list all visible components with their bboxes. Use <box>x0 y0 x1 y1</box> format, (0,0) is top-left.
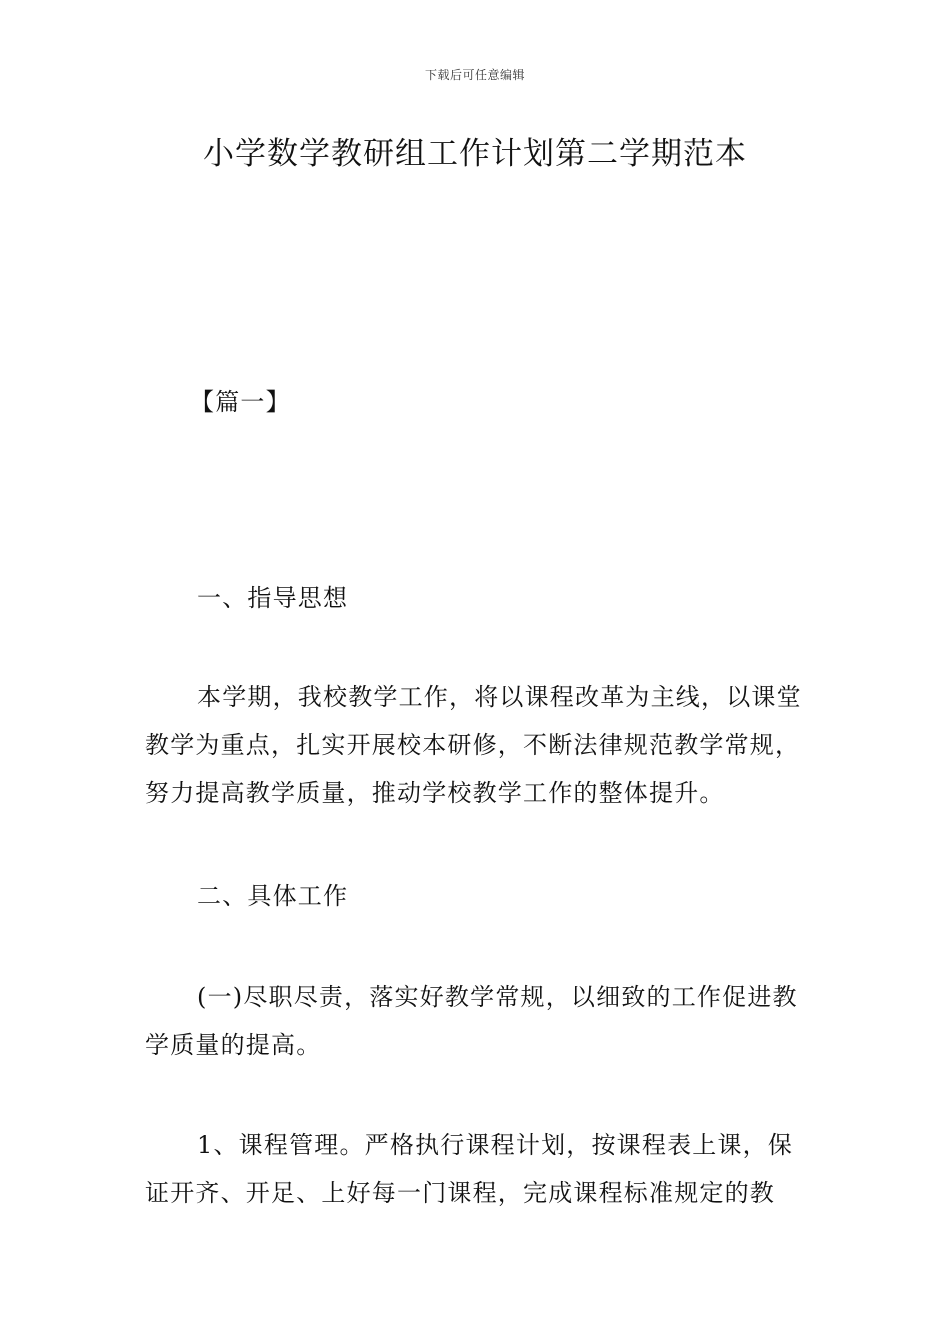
document-title: 小学数学教研组工作计划第二学期范本 <box>203 136 747 172</box>
heading-guiding-ideology: 一、指导思想 <box>197 584 349 612</box>
paragraph-course-management: 1、课程管理。严格执行课程计划，按课程表上课，保证开齐、开足、上好每一门课程，完成课程标准规定的教 <box>145 1131 794 1207</box>
heading-specific-work: 二、具体工作 <box>197 882 349 910</box>
paragraph-teaching-routine: (一)尽职尽责，落实好教学常规，以细致的工作促进教学质量的提高。 <box>145 983 798 1059</box>
section-marker: 【篇一】 <box>190 388 291 416</box>
paragraph-guiding-ideology: 本学期，我校教学工作，将以课程改革为主线，以课堂教学为重点，扎实开展校本研修，不断法律规范教学常规，努力提高教学质量，推动学校教学工作的整体提升。 <box>145 683 802 807</box>
header-note: 下载后可任意编辑 <box>424 68 525 82</box>
